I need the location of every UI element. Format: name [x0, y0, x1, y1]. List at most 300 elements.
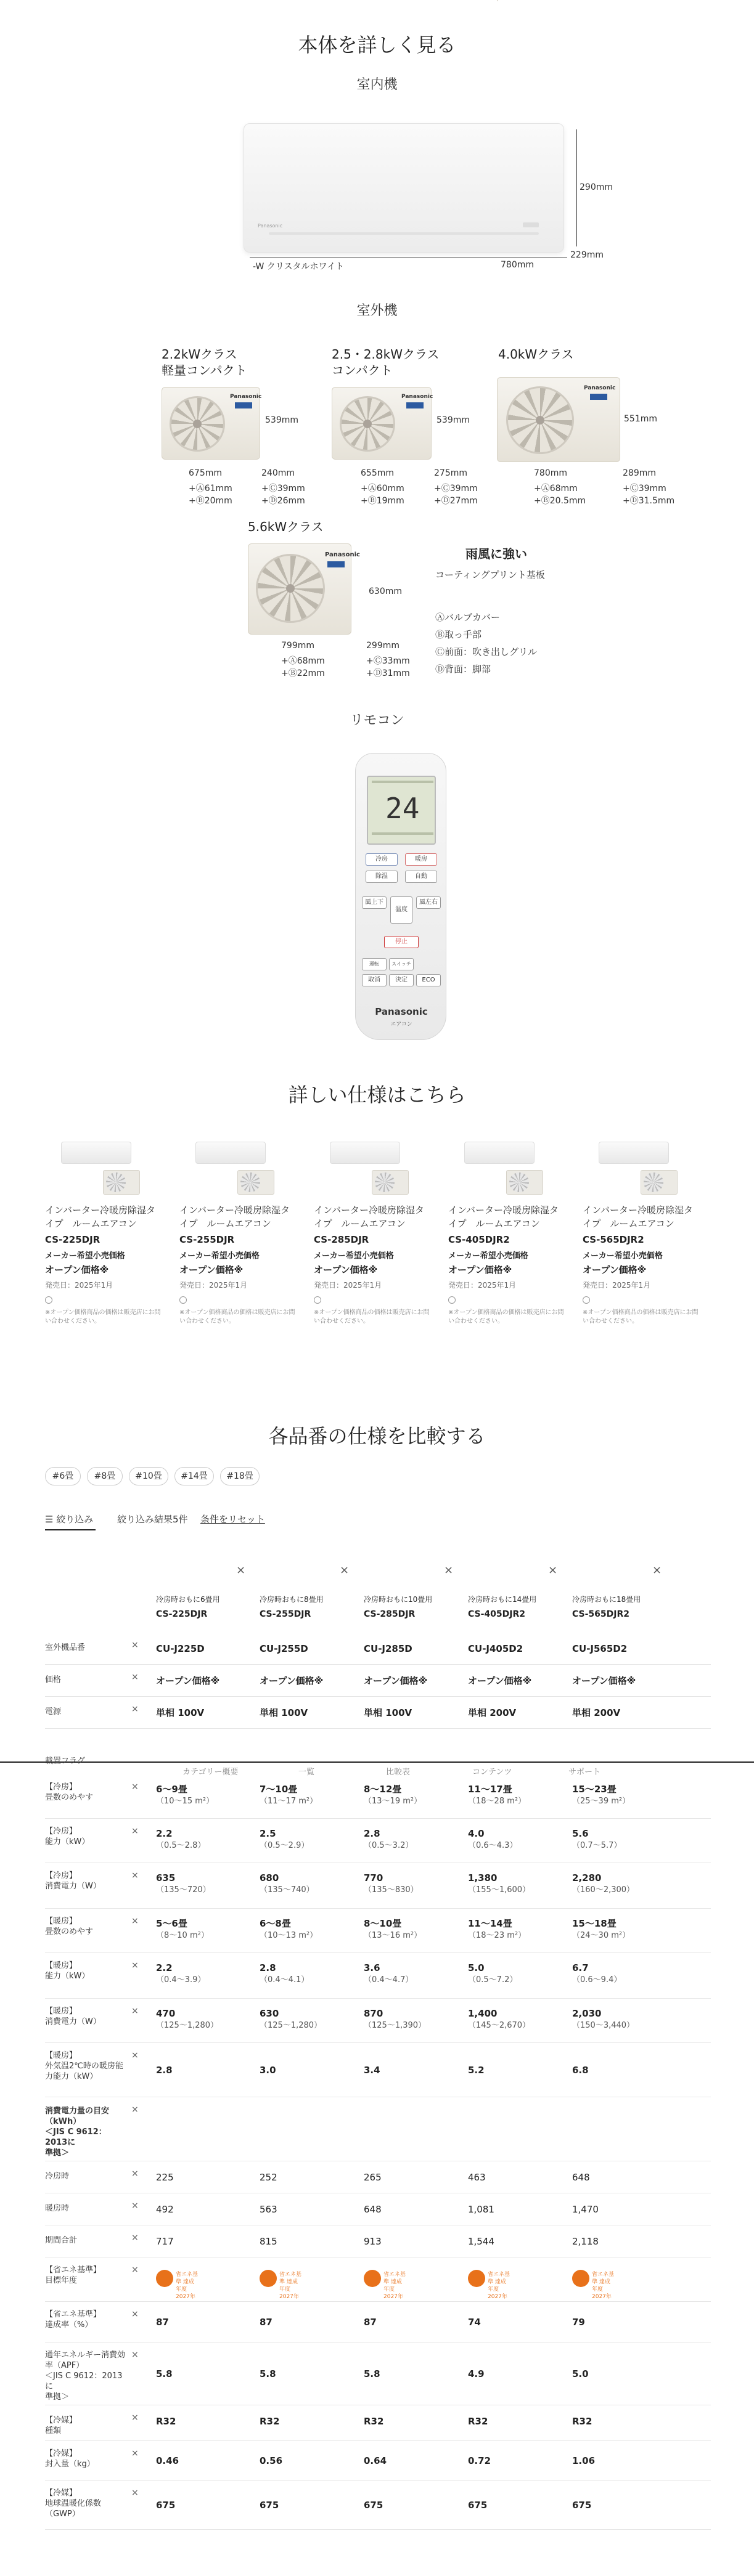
- rain-sub: コーティングプリント基板: [435, 569, 545, 580]
- tab-filter[interactable]: [45, 1513, 93, 1526]
- outdoor-1-c: +Ⓒ39mm: [261, 484, 305, 494]
- outdoor-2-image: Panasonic: [332, 387, 432, 460]
- nav-partial-label: 載置フラグ: [45, 1757, 86, 1766]
- spec-value: 1,400: [468, 2008, 498, 2019]
- indoor-color: -W クリスタルホワイト: [253, 262, 345, 272]
- remove-row-icon[interactable]: ×: [131, 1916, 139, 1926]
- spec-row-label: 【省エネ基準】 目標年度: [45, 2265, 102, 2285]
- indoor-logo: Panasonic: [258, 223, 283, 229]
- spec-value: オープン価格※: [572, 1675, 636, 1686]
- badge-text: 省エネ基準 達成年度 2027年: [592, 2272, 615, 2300]
- spec-value: 単相 100V: [156, 1707, 205, 1718]
- column-subtitle: 冷房時おもに14畳用: [468, 1595, 537, 1604]
- spec-cell: [156, 1872, 211, 1896]
- spec-value: 2,030: [572, 2008, 602, 2019]
- spec-value: 870: [364, 2008, 383, 2019]
- spec-row: [45, 2441, 711, 2481]
- spec-value: 5.2: [468, 2065, 485, 2076]
- product-card[interactable]: [45, 1131, 162, 1326]
- remove-row-icon[interactable]: ×: [131, 2265, 139, 2275]
- outdoor-3-b: +Ⓑ20.5mm: [534, 496, 586, 506]
- remote-screen: [367, 776, 436, 845]
- remove-row-icon[interactable]: ×: [131, 2233, 139, 2243]
- remove-row-icon[interactable]: ×: [131, 2006, 139, 2016]
- spec-value: 2.8: [156, 2065, 173, 2076]
- spec-title: 詳しい仕様はこちら: [288, 1083, 466, 1107]
- outdoor-4-width: 799mm: [281, 641, 314, 651]
- spec-row: [45, 2481, 711, 2530]
- spec-row-label: 通年エネルギー消費効 率（APF） ＜JIS C 9612：2013に 準拠＞: [45, 2350, 126, 2402]
- spec-value: 675: [572, 2500, 592, 2511]
- spec-cell: [364, 2171, 382, 2184]
- remote-btn-temp: 温度: [390, 896, 412, 924]
- spec-value: 2,118: [572, 2236, 599, 2247]
- spec-cell: [364, 1917, 422, 1942]
- remove-column-icon[interactable]: ×: [652, 1564, 662, 1577]
- outdoor-2-d: +Ⓓ27mm: [434, 496, 478, 506]
- energy-target-badge: [364, 2269, 407, 2300]
- spec-value: 1,380: [468, 1872, 498, 1883]
- spec-range: （0.5〜2.9）: [260, 1841, 309, 1850]
- spec-range: （10〜15 m²）: [156, 1797, 215, 1806]
- spec-cell: [156, 2203, 174, 2216]
- spec-value: 913: [364, 2236, 382, 2247]
- spec-value: 265: [364, 2172, 382, 2183]
- tab-filter-label: 絞り込み: [56, 1514, 94, 1525]
- indoor-width: 780mm: [501, 260, 534, 270]
- remote-btn-heat: 暖房: [405, 853, 437, 866]
- spec-cell: [572, 2171, 590, 2184]
- spec-cell: [364, 1675, 427, 1687]
- spec-cell: [260, 2368, 276, 2380]
- spec-row-label: 【冷媒】 封入量（kg）: [45, 2449, 95, 2469]
- outdoor-2-title: 2.5・2.8kWクラス コンパクト: [332, 347, 440, 378]
- spec-value: 15〜18畳: [572, 1918, 617, 1929]
- spec-cell: [156, 1917, 209, 1942]
- remove-row-icon[interactable]: ×: [131, 1672, 139, 1682]
- remote-btn-cool: 冷房: [366, 853, 398, 866]
- remove-row-icon[interactable]: ×: [131, 1826, 139, 1836]
- spec-value: 1,470: [572, 2204, 599, 2215]
- product-price: オープン価格※: [583, 1264, 647, 1275]
- spec-value: 675: [156, 2500, 176, 2511]
- product-type: インバーター冷暖房除湿タイプ ルームエアコン: [448, 1205, 559, 1229]
- spec-row-label: 【冷房】 畳数のめやす: [45, 1782, 94, 1802]
- spec-value: 87: [156, 2317, 169, 2328]
- outdoor-1-b: +Ⓑ20mm: [189, 496, 232, 506]
- spec-value: 675: [260, 2500, 279, 2511]
- spec-range: （24〜30 m²）: [572, 1931, 631, 1940]
- size-chip[interactable]: #8畳: [87, 1467, 123, 1485]
- remote-btn-eco: ECO: [416, 974, 441, 986]
- spec-cell: [156, 2368, 173, 2380]
- indoor-unit-image: [244, 123, 564, 253]
- remove-row-icon[interactable]: ×: [131, 2105, 139, 2115]
- remote-btn-swing-lr: 風左右: [416, 896, 441, 909]
- remote-btn-swing: 風上下: [362, 896, 387, 909]
- price-label: メーカー希望小売価格: [45, 1251, 125, 1261]
- badge-icon: [260, 2270, 277, 2287]
- spec-cell: [468, 2455, 491, 2467]
- spec-cell: [156, 1675, 219, 1687]
- product-card[interactable]: [583, 1131, 700, 1326]
- outdoor-3-height: 551mm: [624, 414, 657, 424]
- spec-cell: [260, 2064, 276, 2076]
- product-model: CS-255DJR: [179, 1234, 235, 1245]
- product-price: オープン価格※: [448, 1264, 512, 1275]
- spec-row: [45, 2225, 711, 2257]
- remove-row-icon[interactable]: ×: [131, 1871, 139, 1880]
- spec-range: （0.5〜2.8）: [156, 1841, 206, 1850]
- spec-range: （135〜740）: [260, 1885, 314, 1895]
- spec-row-label: 【冷媒】 種類: [45, 2416, 78, 2436]
- spec-cell: [364, 1962, 413, 1986]
- spec-cell: [468, 2499, 487, 2511]
- spec-value: 2.2: [156, 1828, 173, 1839]
- spec-cell: [364, 1643, 412, 1655]
- spec-row-label: 【冷房】 消費電力（W）: [45, 1871, 101, 1891]
- spec-cell: [572, 1643, 627, 1655]
- spec-row-label: 価格: [45, 1675, 62, 1684]
- spec-cell: [572, 1783, 630, 1808]
- remove-row-icon[interactable]: ×: [131, 1640, 139, 1650]
- spec-row-label: 【冷房】 能力（kW）: [45, 1827, 90, 1847]
- spec-range: （0.4〜3.9）: [156, 1975, 206, 1985]
- spec-row: [45, 1633, 711, 1665]
- remote-image: [355, 753, 446, 1040]
- price-label: メーカー希望小売価格: [314, 1251, 394, 1261]
- spec-value: 8〜10畳: [364, 1918, 402, 1929]
- release-date: 発売日：2025年1月: [179, 1281, 248, 1290]
- column-model: CS-405DJR2: [468, 1609, 526, 1619]
- spec-cell: [468, 1917, 526, 1942]
- product-card[interactable]: [314, 1131, 431, 1326]
- spec-cell: [156, 2235, 174, 2248]
- spec-cell: [364, 2455, 387, 2467]
- spec-cell: [260, 2316, 273, 2328]
- spec-range: （11〜17 m²）: [260, 1797, 318, 1806]
- spec-value: 1,081: [468, 2204, 494, 2215]
- spec-cell: [156, 2499, 175, 2511]
- remove-row-icon[interactable]: ×: [131, 1960, 139, 1970]
- spec-cell: [468, 1783, 526, 1808]
- spec-row: [45, 2161, 711, 2193]
- spec-row: [45, 1819, 711, 1863]
- tab-filter-underline: [45, 1529, 96, 1530]
- spec-row: [45, 1999, 711, 2043]
- spec-cell: [156, 2064, 173, 2076]
- energy-target-badge: [260, 2269, 303, 2300]
- remove-column-icon[interactable]: ×: [444, 1564, 454, 1577]
- size-chip[interactable]: #10畳: [129, 1467, 168, 1485]
- spec-cell: [468, 1962, 517, 1986]
- remote-brand: Panasonic: [375, 1006, 428, 1017]
- product-card[interactable]: [448, 1131, 565, 1326]
- remote-btn-stop: 停止: [384, 936, 419, 948]
- nav-contents[interactable]: コンテンツ: [472, 1768, 512, 1777]
- remove-row-icon[interactable]: ×: [131, 1704, 139, 1714]
- spec-cell: [364, 1783, 422, 1808]
- badge-text: 省エネ基準 達成年度 2027年: [383, 2272, 406, 2300]
- compare-checkbox[interactable]: [583, 1296, 590, 1304]
- product-type: インバーター冷暖房除湿タイプ ルームエアコン: [583, 1205, 693, 1229]
- remote-btn-cancel: 取消: [362, 974, 387, 986]
- remote-temp: 24: [385, 792, 420, 825]
- outdoor-4-depth: 299mm: [366, 641, 400, 651]
- size-chip[interactable]: #14畳: [174, 1467, 214, 1485]
- outdoor-3-a: +Ⓐ68mm: [534, 484, 578, 494]
- spec-row-label: 期間合計: [45, 2236, 78, 2245]
- spec-row: [45, 2043, 711, 2097]
- price-note: ※オープン価格商品の価格は販売店にお問い合わせください。: [583, 1309, 699, 1325]
- outdoor-3-body: Panasonic: [497, 377, 620, 462]
- indoor-sensor: [523, 222, 539, 227]
- spec-row-label: 【暖房】 畳数のめやす: [45, 1917, 94, 1936]
- price-label: メーカー希望小売価格: [179, 1251, 260, 1261]
- spec-cell: [572, 2316, 585, 2328]
- spec-cell: [468, 2415, 488, 2428]
- spec-cell: [468, 2171, 486, 2184]
- product-card[interactable]: [179, 1131, 297, 1326]
- product-image: [45, 1131, 162, 1198]
- spec-value: CU-J405D2: [468, 1643, 523, 1654]
- spec-cell: [572, 2455, 595, 2467]
- spec-cell: [572, 2007, 634, 2032]
- remove-column-icon[interactable]: ×: [236, 1564, 246, 1577]
- indoor-height: 290mm: [580, 182, 613, 192]
- nav-support[interactable]: サポート: [568, 1768, 601, 1777]
- spec-cell: [260, 1707, 308, 1719]
- price-note: ※オープン価格商品の価格は販売店にお問い合わせください。: [45, 1309, 161, 1325]
- spec-value: 8〜12畳: [364, 1784, 402, 1795]
- remove-row-icon[interactable]: ×: [131, 2488, 139, 2498]
- outdoor-4-d: +Ⓓ31mm: [366, 668, 410, 678]
- spec-value: 630: [260, 2008, 279, 2019]
- spec-value: 5.8: [364, 2368, 380, 2379]
- indoor-vent: [269, 232, 539, 235]
- spec-cell: [468, 1827, 517, 1852]
- spec-cell: [364, 1872, 419, 1896]
- badge-icon: [468, 2270, 485, 2287]
- remote-btn-switch: スイッチ: [389, 958, 414, 970]
- remove-row-icon[interactable]: ×: [131, 1782, 139, 1792]
- outdoor-3-image: [497, 0, 498, 1]
- spec-row: [45, 1953, 711, 1999]
- spec-row-label: 【暖房】 消費電力（W）: [45, 2007, 101, 2026]
- outdoor-3-c: +Ⓒ39mm: [623, 484, 666, 494]
- spec-value: 2.8: [364, 1828, 380, 1839]
- spec-range: （0.7〜5.7）: [572, 1841, 622, 1850]
- spec-row-label: 暖房時: [45, 2204, 70, 2213]
- nav-compare[interactable]: 比較表: [386, 1768, 411, 1777]
- product-model: CS-405DJR2: [448, 1234, 510, 1245]
- spec-cell: [260, 2415, 279, 2428]
- release-date: 発売日：2025年1月: [314, 1281, 382, 1290]
- outdoor-3-title: 4.0kWクラス: [498, 347, 574, 362]
- nav-category[interactable]: カテゴリー概要: [182, 1768, 239, 1777]
- spec-value: 648: [364, 2204, 382, 2215]
- spec-cell: [468, 2235, 494, 2248]
- spec-value: 3.4: [364, 2065, 380, 2076]
- spec-value: 5.8: [260, 2368, 276, 2379]
- outdoor-title: 室外機: [356, 303, 398, 319]
- spec-cell: [468, 2064, 485, 2076]
- spec-value: 単相 100V: [364, 1707, 412, 1718]
- remote-model: エアコン: [390, 1022, 412, 1028]
- outdoor-3-d: +Ⓓ31.5mm: [623, 496, 675, 506]
- product-type: インバーター冷暖房除湿タイプ ルームエアコン: [45, 1205, 155, 1229]
- product-type: インバーター冷暖房除湿タイプ ルームエアコン: [314, 1205, 424, 1229]
- remote-btn-ok: 決定: [389, 974, 414, 986]
- remove-column-icon[interactable]: ×: [340, 1564, 350, 1577]
- spec-value: 5.0: [468, 1962, 485, 1973]
- badge-icon: [364, 2270, 381, 2287]
- spec-cell: [260, 2171, 277, 2184]
- energy-target-badge: [468, 2269, 511, 2300]
- spec-value: 675: [364, 2500, 383, 2511]
- outdoor-1-depth: 240mm: [261, 468, 295, 478]
- remove-row-icon[interactable]: ×: [131, 2309, 139, 2319]
- spec-value: 252: [260, 2172, 277, 2183]
- spec-cell: [156, 1962, 205, 1986]
- spec-value: 1,544: [468, 2236, 494, 2247]
- spec-value: 7〜10畳: [260, 1784, 298, 1795]
- remote-btn-dry: 除湿: [366, 871, 398, 883]
- spec-cell: [572, 1917, 630, 1942]
- spec-value: 11〜14畳: [468, 1918, 512, 1929]
- filter-icon: ☰: [45, 1514, 57, 1525]
- energy-target-badge: [156, 2269, 199, 2300]
- price-label: メーカー希望小売価格: [448, 1251, 528, 1261]
- spec-row-label: 室外機品番: [45, 1643, 86, 1652]
- compare-checkbox[interactable]: [314, 1296, 321, 1304]
- remove-row-icon[interactable]: ×: [131, 2050, 139, 2060]
- spec-cell: [364, 2064, 380, 2076]
- spec-row: [45, 2405, 711, 2441]
- product-model: CS-565DJR2: [583, 1234, 644, 1245]
- column-subtitle: 冷房時おもに6畳用: [156, 1595, 220, 1604]
- remove-row-icon[interactable]: ×: [131, 2413, 139, 2423]
- remove-row-icon[interactable]: ×: [131, 2350, 139, 2360]
- spec-value: R32: [260, 2416, 280, 2427]
- spec-value: 4.0: [468, 1828, 485, 1839]
- outdoor-2-height: 539mm: [436, 415, 470, 425]
- spec-cell: [364, 1827, 413, 1852]
- spec-row-label: 電源: [45, 1707, 62, 1717]
- spec-value: 3.0: [260, 2065, 276, 2076]
- remove-row-icon[interactable]: ×: [131, 2169, 139, 2179]
- spec-cell: [572, 2064, 589, 2076]
- page-title: 本体を詳しく見る: [298, 33, 456, 57]
- spec-value: 5.0: [572, 2368, 589, 2379]
- product-model: CS-225DJR: [45, 1234, 100, 1245]
- product-price: オープン価格※: [45, 1264, 109, 1275]
- spec-value: 2.5: [260, 1828, 276, 1839]
- spec-cell: [572, 2368, 589, 2380]
- spec-cell: [364, 2203, 382, 2216]
- spec-value: 単相 100V: [260, 1707, 308, 1718]
- spec-value: 79: [572, 2317, 585, 2328]
- spec-cell: [572, 2415, 592, 2428]
- nav-list[interactable]: 一覧: [298, 1768, 315, 1777]
- spec-cell: [260, 1962, 309, 1986]
- spec-value: 3.6: [364, 1962, 380, 1973]
- size-chip[interactable]: #18畳: [220, 1467, 260, 1485]
- release-date: 発売日：2025年1月: [45, 1281, 113, 1290]
- spec-value: 6.7: [572, 1962, 589, 1973]
- spec-cell: [468, 1707, 516, 1719]
- spec-value: 675: [468, 2500, 488, 2511]
- rain-title: 雨風に強い: [465, 546, 527, 561]
- spec-range: （125〜1,280）: [156, 2021, 219, 2030]
- compare-checkbox[interactable]: [45, 1296, 52, 1304]
- spec-range: （0.4〜4.7）: [364, 1975, 414, 1985]
- spec-value: 4.9: [468, 2368, 485, 2379]
- tab-reset[interactable]: 条件をリセット: [200, 1514, 265, 1525]
- spec-cell: [260, 2499, 279, 2511]
- product-image: [179, 1131, 297, 1198]
- product-model: CS-285DJR: [314, 1234, 369, 1245]
- spec-range: （0.5〜3.2）: [364, 1841, 414, 1850]
- spec-range: （125〜1,280）: [260, 2021, 322, 2030]
- spec-value: CU-J565D2: [572, 1643, 628, 1654]
- spec-cell: [468, 2203, 494, 2216]
- spec-cell: [572, 1827, 621, 1852]
- spec-row-label: 冷房時: [45, 2172, 70, 2181]
- compare-checkbox[interactable]: [179, 1296, 187, 1304]
- product-image: [448, 1131, 565, 1198]
- price-note: ※オープン価格商品の価格は販売店にお問い合わせください。: [314, 1309, 430, 1325]
- remove-row-icon[interactable]: ×: [131, 2448, 139, 2458]
- spec-range: （0.6〜4.3）: [468, 1841, 518, 1850]
- spec-range: （135〜830）: [364, 1885, 419, 1895]
- spec-value: 87: [364, 2317, 377, 2328]
- size-chip[interactable]: #6畳: [45, 1467, 81, 1485]
- indoor-height-line: [576, 129, 577, 246]
- spec-cell: [156, 2415, 176, 2428]
- badge-text: 省エネ基準 達成年度 2027年: [488, 2272, 510, 2300]
- spec-value: 1.06: [572, 2455, 596, 2466]
- outdoor-2-b: +Ⓑ19mm: [361, 496, 404, 506]
- remove-row-icon[interactable]: ×: [131, 2201, 139, 2211]
- spec-row: [45, 2302, 711, 2342]
- spec-value: 563: [260, 2204, 277, 2215]
- spec-row: [45, 2097, 711, 2161]
- spec-cell: [468, 1872, 530, 1896]
- outdoor-2-a: +Ⓐ60mm: [361, 484, 404, 494]
- spec-cell: [260, 1827, 309, 1852]
- spec-cell: [364, 2415, 383, 2428]
- spec-cell: [156, 2316, 169, 2328]
- product-price: オープン価格※: [314, 1264, 378, 1275]
- spec-value: 87: [260, 2317, 273, 2328]
- outdoor-1-height: 539mm: [265, 415, 298, 425]
- parts-legend: Ⓐバルブカバー Ⓑ取っ手部 Ⓒ前面：吹き出しグリル Ⓓ背面：脚部: [435, 612, 538, 675]
- spec-cell: [260, 1643, 308, 1655]
- spec-cell: [260, 2007, 322, 2032]
- outdoor-1-image: Panasonic: [162, 387, 260, 460]
- product-image: [314, 1131, 431, 1198]
- product-type: インバーター冷暖房除湿タイプ ルームエアコン: [179, 1205, 290, 1229]
- compare-checkbox[interactable]: [448, 1296, 456, 1304]
- remove-column-icon[interactable]: ×: [548, 1564, 558, 1577]
- spec-range: （160〜2,300）: [572, 1885, 635, 1895]
- spec-value: 2,280: [572, 1872, 602, 1883]
- spec-value: 単相 200V: [468, 1707, 517, 1718]
- spec-range: （8〜10 m²）: [156, 1931, 209, 1940]
- product-image: [583, 1131, 700, 1198]
- compare-title: 各品番の仕様を比較する: [268, 1424, 486, 1448]
